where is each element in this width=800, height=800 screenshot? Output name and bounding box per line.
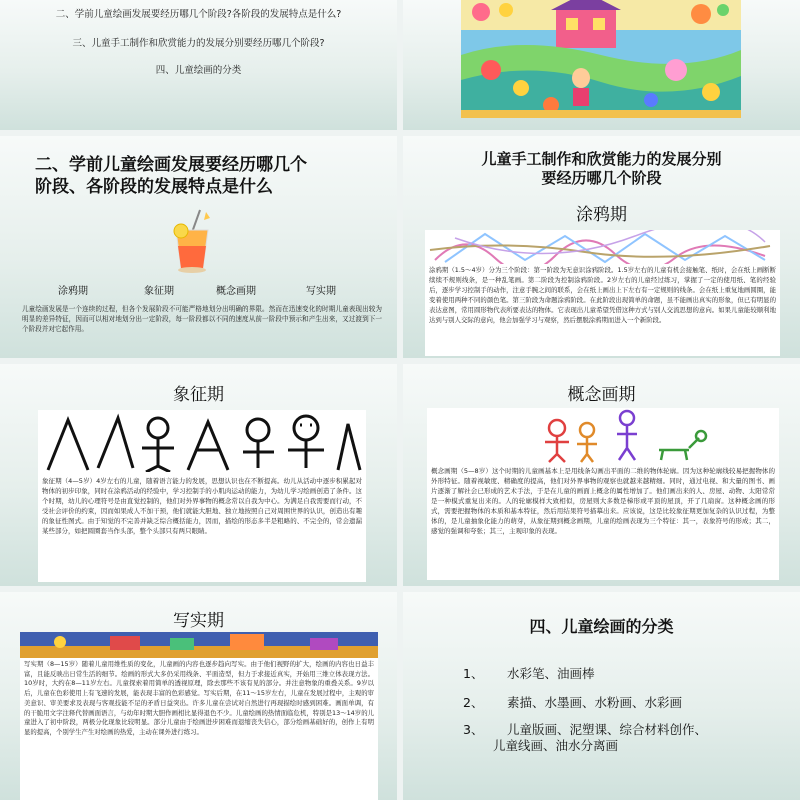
slide3-title-line2: 阶段、各阶段的发展特点是什么	[35, 177, 273, 197]
slide3-title-line1: 二、学前儿童绘画发展要经历哪几个	[35, 155, 307, 175]
toc-line-3: 三、儿童手工制作和欣赏能力的发展分别要经历哪几个阶段?	[72, 38, 325, 49]
slide-symbolic-stage[interactable]	[0, 364, 397, 586]
slide-drawing[interactable]	[403, 0, 800, 130]
toc-line-2: 二、学前儿童绘画发展要经历哪几个阶段?各阶段的发展特点是什么?	[55, 9, 342, 20]
slide5-subtitle: 象征期	[173, 385, 224, 405]
slide-categories[interactable]	[403, 592, 800, 800]
slide-toc[interactable]	[0, 0, 397, 130]
category-text-3-line2: 儿童线画、油水分离画	[493, 738, 619, 753]
scribble-image	[425, 230, 780, 264]
category-text-3: 儿童版画、泥塑课、综合材料创作、	[507, 722, 708, 737]
children-drawing-image	[461, 0, 741, 118]
category-text-2: 素描、水墨画、水粉画、水彩画	[507, 695, 683, 710]
slide6-paragraph: 概念画期（5—8岁）这个时期的儿童画基本上是用线条勾画出平面的二维的物体轮廓。因为这种轮廓线较易把握物体的外形特征。随着视敏度、精确度的提高，他们对外界事物的观察也就越来越精细。同时，通过电视、和大量的图书、画片逐渐了解社会已形成的艺术手法，于是在儿童的画面上概念的属性增加了。他们画出来的人、房屋、动物、太阳常常是一种模式重复出来的。人的轮廓模样大致相似，房屋则大多数是梯形或平顶的屋顶，开了几扇窗。这种概念画的形式，需要把握物体的本质和基本特征，然后用结果符号描摹出来。应该说，这是比较象征期更加复杂的认识过程，为整体的，是儿童抽象化能力的萌芽，从象征期到概念画期，儿童的绘画表现为三个特征：其一，表象符号的形成；其二，感觉的强调和夸张；其三，主观印象的表现。	[431, 467, 775, 535]
slide6-subtitle: 概念画期	[567, 385, 636, 405]
stage-label-concept: 概念画期	[216, 286, 256, 297]
concept-drawing	[427, 408, 779, 464]
slide7-paragraph: 写实期（8—15岁）随着儿童用维性质的变化，儿童画的内容也逐步趋向写实。由于他们视野的扩大，绘画的内容也日益丰富，且能反映出日常生活的细节。绘画的形式大多仍采用线条、平面造型，但力于求接近真实，开始用三维立体表现方法。10岁时，大约在8—11岁左右。儿童探索着用简单的透视原理，除去那些不该有见的部分。并注意物象的重叠关系。9岁以后，儿童在色彩使用上有飞速的发展，能表现丰富的色彩感觉。写实后期，在11～15岁左右，儿童在发展过程中，主观的审美意识、审美要求及表现与客观技能不足的矛盾日益突出。许多儿童在尝试对自然进行再现描绘时感到困难。画面单调，有的干脆用文字注释代替画面语言，与幼年时期大胆作画相比显得退色不少。儿童绘画的热情面临危机，特别是13～14岁的儿童进入了初中阶段，两极分化现象比较明显。部分儿童由于绘画进步困难而退缩丧失信心，部分绘画基础好的，创作上有明显的提高，个别学生产生对绘画的热爱，主动在课外进行练习。	[24, 660, 374, 736]
slide-stages-overview[interactable]	[0, 136, 397, 358]
stage-label-symbolic: 象征期	[144, 286, 174, 297]
slide4-paragraph: 涂鸦期（1.5～4岁）分为三个阶段：第一阶段为无意识涂鸦阶段。1.5岁左右的儿童有机会接触笔、纸时，会在纸上画断断续续不规则线条，是一种乱笔画。第二阶段为控制涂鸦阶段。2岁左右的儿童经过练习，掌握了一定的使用纸、笔的经验后，逐步学习控制手的动作，注意手腕之间的联系，会在纸上画出上下左右有一定规则的线条。会在纸上重复地画圆圈，能变着使用两种不同的颜色笔。第三阶段为命题涂鸦阶段。在此阶段出现简单的命题，虽不能画出真实的形象，但已有明显的表达意图，常用圆形物代表所要表达的物体。它表现出儿童希望凭借这种方式与别人交流思想的意向。如果儿童能较顺利地达到与别人交际的意向，他会加强学习与观察，然后摆脱涂鸦期而进入一个新阶段。	[429, 266, 776, 324]
toc-line-4: 四、儿童绘画的分类	[155, 65, 242, 76]
slide-realistic-stage[interactable]	[0, 592, 397, 800]
drink-cup-illustration	[170, 208, 214, 274]
slide-scribble-stage[interactable]	[403, 136, 800, 358]
slide4-subtitle: 涂鸦期	[576, 205, 627, 225]
concept-panel	[427, 408, 779, 580]
category-num-1: 1、	[463, 666, 484, 681]
stage-label-realistic: 写实期	[306, 286, 336, 297]
symbolic-panel	[38, 410, 366, 582]
slide-concept-stage[interactable]	[403, 364, 800, 586]
stick-figure-drawing	[38, 410, 366, 472]
slide4-title-line1: 儿童手工制作和欣赏能力的发展分别	[481, 150, 722, 168]
category-num-3: 3、	[463, 722, 484, 737]
slide8-title: 四、儿童绘画的分类	[529, 617, 674, 636]
slide4-title-line2: 要经历哪几个阶段	[541, 169, 662, 187]
stage-label-scribble: 涂鸦期	[58, 286, 88, 297]
category-text-1: 水彩笔、油画棒	[507, 666, 595, 681]
realistic-panel	[20, 632, 378, 800]
slide7-subtitle: 写实期	[173, 611, 224, 631]
scribble-panel	[425, 230, 780, 356]
slide3-paragraph: 儿童绘画发展是一个连续的过程，但各个发展阶段不可能严格地划分出明确的界限。然而在迅速变化的时期儿童表现出较为明显的差异特征，因而可以相对地划分出一定阶段，每一阶段都以不同的速度从前一阶段中预示和产生出来，又过渡到下一个阶段并对它起作用。	[22, 305, 382, 334]
slide5-paragraph: 象征期（4—5岁）4岁左右的儿童，随着语言能力的发展，思想认识也在不断提高。幼儿从活动中逐步积累起对物体的初步印象，同时在涂鸦活动的经验中，学习控制手的小肌肉运动的能力，为幼儿学习绘画创造了条件。这个时期，幼儿的心理符号是由直觉控制的，他们对外界事物的概念常以自我为中心。为满足自我需要而行动，不受社会评价的约束，因而如果成人不加干预，他们就能大胆地、独立地按照自己对周围世界的认识，创造出有趣的象征性图式。由于知觉的不完善并缺乏综合概括能力，因而，描绘的形态多半是粗略的、不完全的，常会遗漏某些部分，如把圆圈套当作头部，整个头部只有两只眼睛。	[42, 477, 362, 535]
category-num-2: 2、	[463, 695, 484, 710]
realistic-drawing	[20, 632, 378, 658]
